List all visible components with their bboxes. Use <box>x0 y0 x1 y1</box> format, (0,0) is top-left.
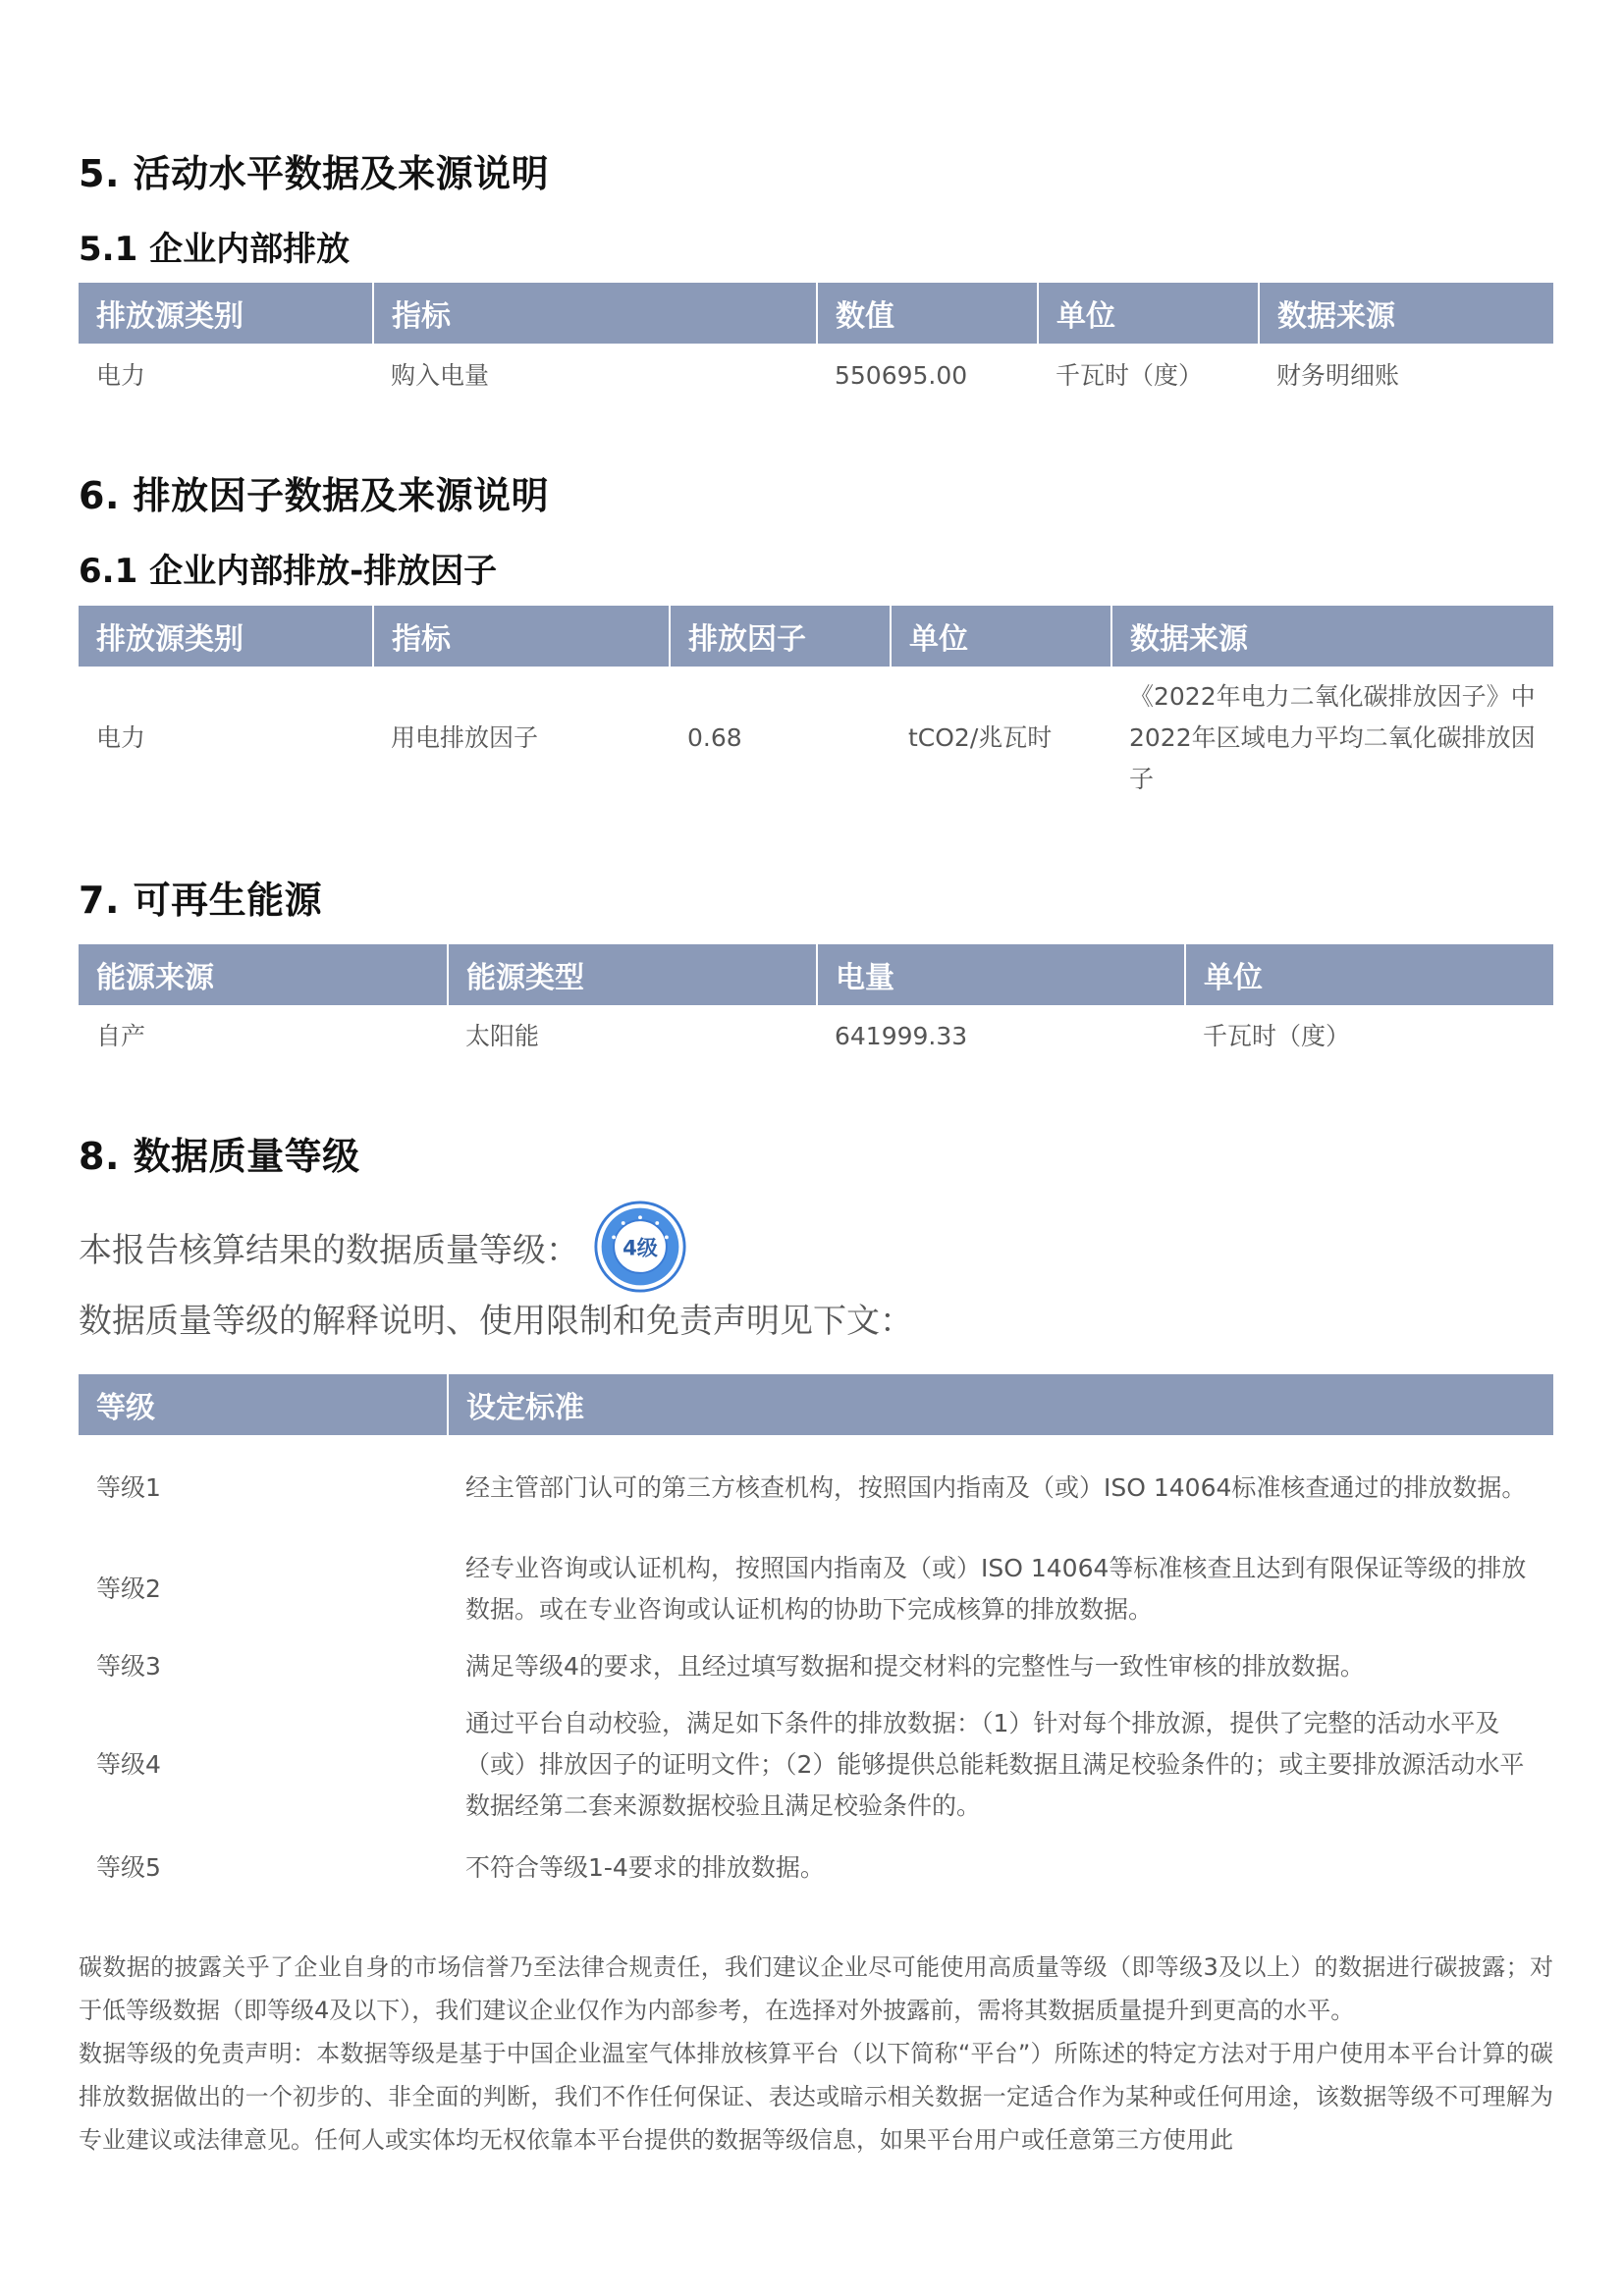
section-6-title: 6. 排放因子数据及来源说明 <box>79 474 550 517</box>
col-header: 设定标准 <box>448 1374 1553 1435</box>
table-row <box>79 667 1553 809</box>
table-header-row <box>79 944 1553 1005</box>
table-cell: 财务明细账 <box>1276 361 1400 390</box>
disclaimer-notes <box>79 1946 1553 2162</box>
section-6-1-subtitle: 6.1 企业内部排放-排放因子 <box>79 552 498 591</box>
table-row <box>79 1637 1553 1696</box>
col-header: 数据来源 <box>1111 606 1553 667</box>
table-cell: 太阳能 <box>465 1022 540 1050</box>
col-header: 排放因子 <box>670 606 891 667</box>
table-row <box>79 1435 1553 1541</box>
quality-explain-label: 数据质量等级的解释说明、使用限制和免责声明见下文： <box>79 1302 913 1341</box>
section-7-title: 7. 可再生能源 <box>79 879 323 922</box>
table-cell: 《2022年电力二氧化碳排放因子》中2022年区域电力平均二氧化碳排放因子 <box>1129 681 1536 793</box>
table-cell: 550695.00 <box>835 361 968 390</box>
table-header-row <box>79 1374 1553 1435</box>
table-cell: 千瓦时（度） <box>1056 361 1204 390</box>
table-cell: 电力 <box>96 722 146 752</box>
col-header: 等级 <box>79 1374 448 1435</box>
col-header: 能源类型 <box>448 944 817 1005</box>
section-8-title: 8. 数据质量等级 <box>79 1135 360 1178</box>
table-cell: 等级1 <box>96 1473 161 1502</box>
table-cell: 经主管部门认可的第三方核查机构，按照国内指南及（或）ISO 14064标准核查通过的排放数据。 <box>465 1473 1527 1502</box>
table-row <box>79 1005 1553 1068</box>
table-cell: 通过平台自动校验，满足如下条件的排放数据：（1）针对每个排放源，提供了完整的活动水平及（或）排放因子的证明文件；（2）能够提供总能耗数据且满足校验条件的；或主要排放源活动水平数据经第二套来源数据校验且满足校验条件的。 <box>465 1709 1525 1820</box>
table-cell: 等级3 <box>96 1652 161 1681</box>
table-cell: 等级4 <box>96 1750 161 1779</box>
table-row <box>79 1541 1553 1637</box>
col-header: 数值 <box>817 283 1038 344</box>
table-cell: 不符合等级1-4要求的排放数据。 <box>465 1853 825 1882</box>
table-header-row <box>79 606 1553 667</box>
emission-factor-table <box>79 606 1553 809</box>
col-header: 电量 <box>817 944 1185 1005</box>
col-header: 排放源类别 <box>79 283 373 344</box>
section-5-1-subtitle: 5.1 企业内部排放 <box>79 230 351 269</box>
table-cell: 经专业咨询或认证机构，按照国内指南及（或）ISO 14064等标准核查且达到有限保证等级的排放数据。或在专业咨询或认证机构的协助下完成核算的排放数据。 <box>465 1554 1527 1624</box>
table-header-row <box>79 283 1553 344</box>
quality-level-line <box>79 1200 687 1294</box>
col-header: 排放源类别 <box>79 606 373 667</box>
table-cell: 等级5 <box>96 1853 161 1882</box>
table-cell: 千瓦时（度） <box>1203 1022 1351 1050</box>
table-cell: 满足等级4的要求，且经过填写数据和提交材料的完整性与一致性审核的排放数据。 <box>465 1652 1365 1681</box>
table-cell: 购入电量 <box>391 361 490 390</box>
quality-level-label: 本报告核算结果的数据质量等级： <box>79 1230 579 1270</box>
renewable-energy-table <box>79 944 1553 1068</box>
table-cell: 等级2 <box>96 1575 161 1603</box>
table-cell: tCO2/兆瓦时 <box>908 722 1053 752</box>
section-5-title: 5. 活动水平数据及来源说明 <box>79 152 550 195</box>
col-header: 指标 <box>373 283 817 344</box>
disclosure-recommendation: 碳数据的披露关乎了企业自身的市场信誉乃至法律合规责任，我们建议企业尽可能使用高质量等级（即等级3及以上）的数据进行碳披露；对于低等级数据（即等级4及以下），我们建议企业仅作为内部参考，在选择对外披露前，需将其数据质量提升到更高的水平。 <box>79 1953 1553 2024</box>
activity-data-table <box>79 283 1553 408</box>
table-row <box>79 1696 1553 1834</box>
col-header: 数据来源 <box>1259 283 1553 344</box>
col-header: 单位 <box>1038 283 1259 344</box>
col-header: 指标 <box>373 606 670 667</box>
badge-text: 4级 <box>623 1235 658 1260</box>
table-cell: 641999.33 <box>835 1022 968 1050</box>
table-row <box>79 344 1553 408</box>
table-row <box>79 1834 1553 1902</box>
table-cell: 用电排放因子 <box>391 722 539 752</box>
col-header: 单位 <box>1185 944 1553 1005</box>
quality-level-table <box>79 1374 1553 1902</box>
table-cell: 电力 <box>96 361 146 390</box>
quality-level-badge-icon <box>593 1200 687 1294</box>
table-cell: 0.68 <box>687 722 742 752</box>
data-level-disclaimer: 数据等级的免责声明：本数据等级是基于中国企业温室气体排放核算平台（以下简称“平台”）所陈述的特定方法对于用户使用本平台计算的碳排放数据做出的一个初步的、非全面的判断，我们不作任何保证、表达或暗示相关数据一定适合作为某种或任何用途，该数据等级不可理解为专业建议或法律意见。任何人或实体均无权依靠本平台提供的数据等级信息，如果平台用户或任意第三方使用此 <box>79 2040 1553 2154</box>
col-header: 能源来源 <box>79 944 448 1005</box>
table-cell: 自产 <box>96 1022 146 1050</box>
col-header: 单位 <box>891 606 1111 667</box>
